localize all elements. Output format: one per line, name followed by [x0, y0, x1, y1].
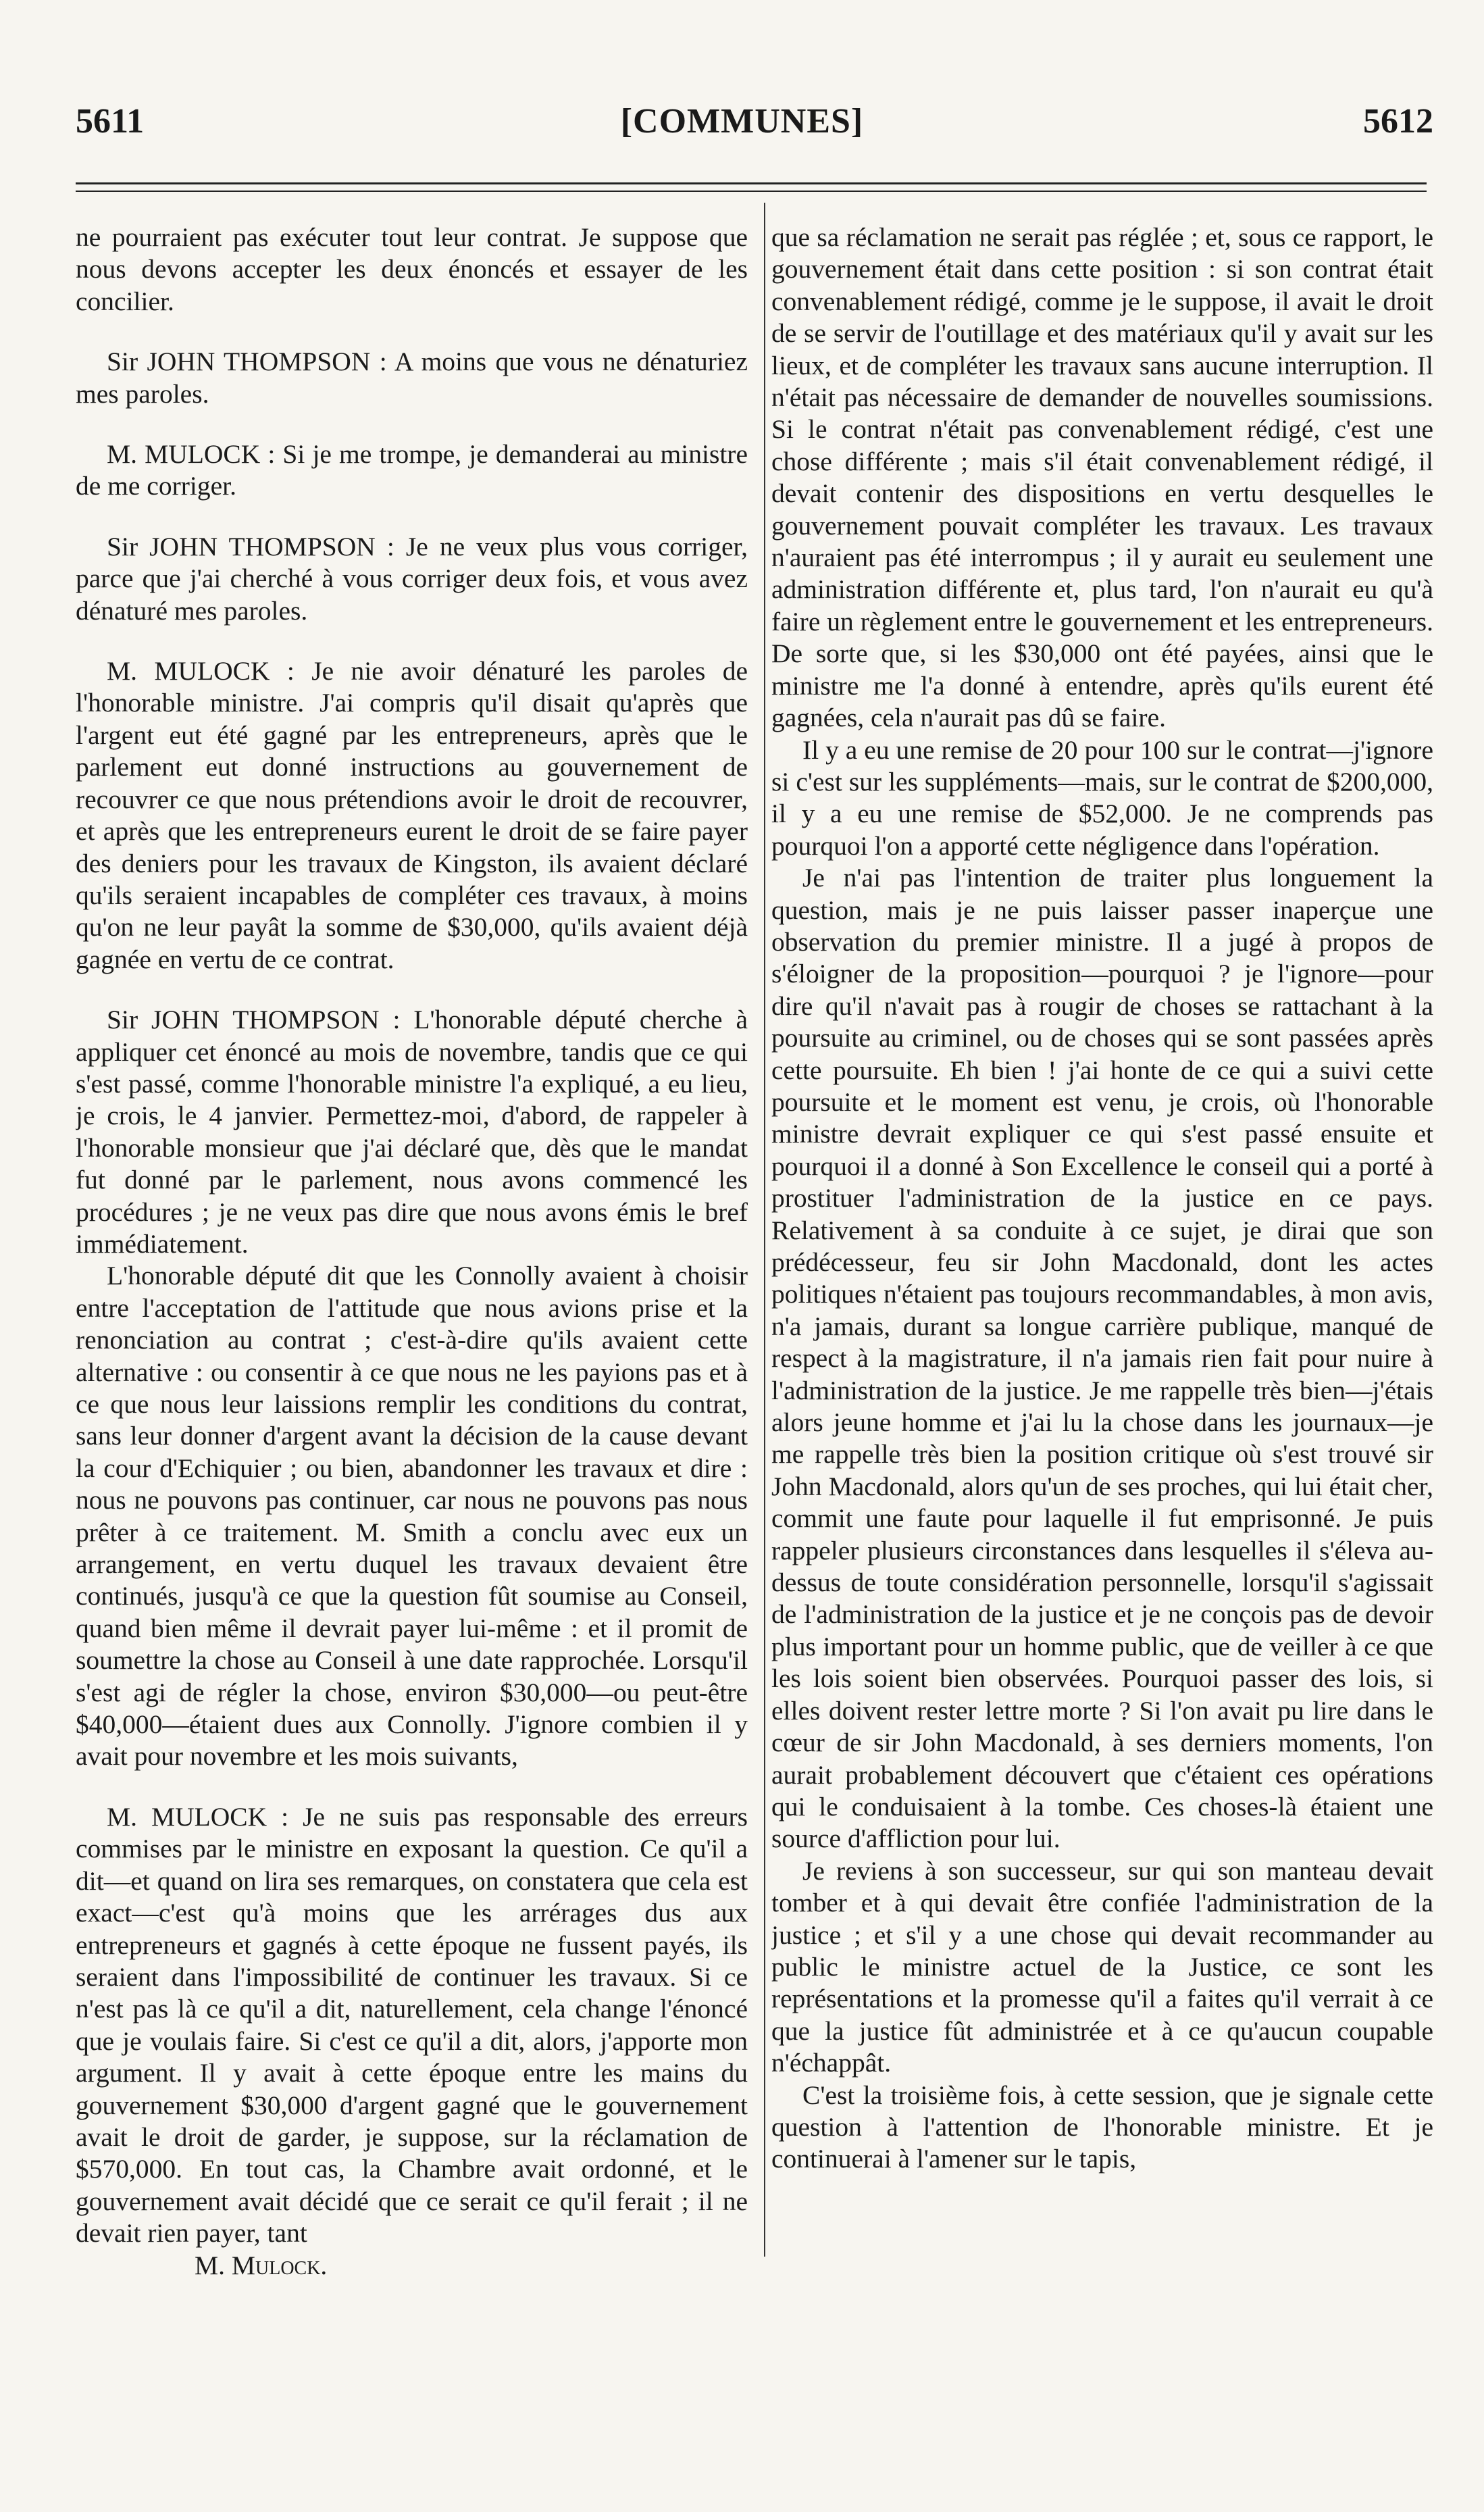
paragraph-text: Je n'ai pas l'intention de traiter plus longuement la question, mais je ne puis laisser passer inaperçue une observation du premier ministre. Il a jugé à propos de s'éloigner de la proposition—pourquoi ? je l'ignore—pour dire qu'il n'avait pas à rougir de choses se rattachant à la poursuite au criminel, ou de choses qui se sont passées après cette poursuite. Eh bien ! j'ai honte de ce qui a suivi cette poursuite et le moment est venu, je crois, où l'honorable ministre devrait expliquer ce qui s'est passé ensuite et pourquoi il a donné à Son Excellence le conseil qui a porté à prostituer l'administration de la justice en ce pays. Relativement à sa conduite à ce sujet, je dirai que son prédécesseur, feu sir John Macdonald, dont les actes politiques n'étaient pas toujours recommandables, à mon avis, n'a jamais, durant sa longue carrière publique, manqué de respect à la magistrature, il n'a jamais rien fait pour nuire à l'administration de la justice. Je me rappelle très bien—j'étais alors jeune homme et j'ai lu la chose dans les journaux—je me rappelle très bien la position critique où s'est trouvé sir John Macdonald, alors qu'un de ses proches, qui lui était cher, commit une faute pour laquelle il fut emprisonné. Je puis rappeler plusieurs circonstances dans lesquelles il s'éleva au-dessus de toute considération personnelle, lorsqu'il s'agissait de l'administration de la justice et je ne conçois pas de devoir plus important pour un homme public, que de veiller à ce que les lois soient bien observées. Pourquoi passer des lois, si elles doivent rester lettre morte ? Si l'on avait pu lire dans le cœur de sir John Macdonald, à ses derniers moments, l'on aurait probablement découvert que c'étaient ces opérations qui le conduisaient à la tombe. Ces choses-là étaient une source d'affliction pour lui.	[771, 863, 1433, 1854]
signature: M. Mulock.	[195, 2250, 328, 2280]
paragraph-text: que sa réclamation ne serait pas réglée ; et, sous ce rapport, le gouvernement était dans cette position : si son contrat était convenablement rédigé, comme je le suppose, il avait le droit de se servir de l'outillage et des matériaux qu'il y avait sur les lieux, et de compléter les travaux sans aucune interruption. Il n'était pas nécessaire de demander de nouvelles soumissions. Si le contrat n'était pas convenablement rédigé, c'est une chose différente ; mais s'il était convenablement rédigé, il devait contenir des dispositions en vertu desquelles le gouvernement pouvait compléter les travaux. Les travaux n'auraient pas été interrompus ; il y aurait eu seulement une administration différente et, plus tard, l'on n'aurait eu qu'à faire un règlement entre le gouvernement et les entrepreneurs. De sorte que, si les $30,000 ont été payées, ainsi que le ministre me l'a donné à entendre, après qu'ils eurent été gagnées, cela n'aurait pas dû se faire.	[771, 222, 1433, 733]
header-rule	[76, 182, 1427, 184]
paragraph-text: Je ne suis pas responsable des erreurs commises par le ministre en exposant la question. Ce qu'il a dit—et quand on lira ses remarques, on constatera que cela est exact—c'est qu'à moins que les arrérages dus aux entrepreneurs et gagnés à cette époque ne fussent payés, ils seraient dans l'impossibilité de continuer les travaux. Si ce n'est pas là ce qu'il a dit, naturellement, cela change l'énoncé que je voulais faire. Si c'est ce qu'il a dit, alors, j'apporte mon argument. Il y avait à cette époque entre les mains du gouvernement $30,000 d'argent gagné que le gouvernement avait le droit de garder, je suppose, sur la réclamation de $570,000. En tout cas, la Chambre avait ordonné, et le gouvernement avait décidé que ce serait ce qu'il ferait ; il ne devait rien payer, tant	[76, 1801, 748, 2249]
paragraph	[76, 346, 748, 410]
paragraph-text: ne pourraient pas exécuter tout leur contrat. Je suppose que nous devons accepter les deux énoncés et essayer de les concilier.	[76, 222, 748, 316]
page-number-right: 5612	[1363, 102, 1433, 141]
paragraph	[76, 655, 748, 976]
speaker-name: M. MULOCK :	[107, 1801, 289, 1832]
paragraph	[76, 438, 748, 503]
speaker-name: M. MULOCK :	[107, 439, 276, 470]
speaker-name: Sir JOHN THOMPSON :	[107, 347, 387, 377]
paragraph	[771, 2080, 1433, 2176]
paragraph	[771, 1855, 1433, 2080]
paragraph	[76, 1260, 748, 1773]
paragraph	[771, 862, 1433, 1855]
right-column	[771, 222, 1433, 2249]
paragraph-text: Je nie avoir dénaturé les paroles de l'honorable ministre. J'ai compris qu'il disait qu'après que l'argent eut été gagné par les entrepreneurs, après que le parlement eut donné instructions au gouvernement de recouvrer ce que nous prétendions avoir le droit de recouvrer, et après que les entrepreneurs eurent le droit de se faire payer des deniers pour les travaux de Kingston, ils avaient déclaré qu'ils seraient incapables de compléter ces travaux, à moins qu'on ne leur payât la somme de $30,000, qu'ils avaient déjà gagnée en vertu de ce contrat.	[76, 656, 748, 974]
paragraph	[76, 1004, 748, 1260]
speaker-name: Sir JOHN THOMPSON :	[107, 531, 394, 561]
paragraph-text: Il y a eu une remise de 20 pour 100 sur le contrat—j'ignore si c'est sur les suppléments—mais, sur le contrat de $200,000, il y a eu une remise de $52,000. Je ne comprends pas pourquoi l'on a apporté cette négligence dans l'opération.	[771, 734, 1433, 861]
page-header	[0, 101, 1484, 142]
paragraph-text: L'honorable député cherche à appliquer cet énoncé au mois de novembre, tandis que ce qui s'est passé, comme l'honorable ministre l'a expliqué, a eu lieu, je crois, le 4 janvier. Permettez-moi, d'abord, de rappeler à l'honorable monsieur que j'ai déclaré que, dès que le mandat fut donné par le parlement, nous avons commencé les procédures ; je ne veux pas dire que nous avons émis le bref immédiatement.	[76, 1005, 748, 1259]
paragraph-text: L'honorable député dit que les Connolly avaient à choisir entre l'acceptation de l'attitude que nous avions prise et la renonciation au contrat ; c'est-à-dire qu'ils avaient cette alternative : ou consentir à ce que nous ne les payions pas et à ce que nous leur laissions remplir les conditions du contrat, sans leur donner d'argent avant la décision de la cause devant la cour d'Echiquier ; ou bien, abandonner les travaux et dire : nous ne pouvons pas continuer, car nous ne pouvons pas nous prêter à ce traitement. M. Smith a conclu avec eux un arrangement, en vertu duquel les travaux devaient être continués, jusqu'à ce que la question fût soumise au Conseil, quand bien même il devrait payer lui-même : et il promit de soumettre la chose au Conseil à une date rapprochée. Lorsqu'il s'est agi de régler la chose, environ $30,000—ou peut-être $40,000—étaient dues aux Connolly. J'ignore combien il y avait pour novembre et les mois suivants,	[76, 1261, 748, 1772]
paragraph	[771, 734, 1433, 863]
left-column	[76, 222, 748, 2451]
running-title: [COMMUNES]	[620, 102, 864, 141]
paragraph	[76, 531, 748, 627]
speaker-name: Sir JOHN THOMPSON :	[107, 1005, 401, 1035]
paragraph-text: Je ne veux plus vous corriger, parce que j'ai cherché à vous corriger deux fois, et vous avez dénaturé mes paroles.	[76, 531, 748, 626]
paragraph	[76, 1801, 748, 2250]
paragraph	[771, 222, 1433, 734]
paragraph-text: Je reviens à son successeur, sur qui son manteau devait tomber et à qui devait être confiée l'administration de la justice ; et s'il y a une chose qui devait recommander au public le ministre actuel de la Justice, ce sont les représentations et la promesse qu'il a faites qu'il verrait à ce que la justice fût administrée et à ce qu'aucun coupable n'échappât.	[771, 1855, 1433, 2078]
header-rule-thin	[76, 191, 1427, 192]
paragraph-text: Si je me trompe, je demanderai au ministre de me corriger.	[76, 439, 748, 501]
paragraph-text: A moins que vous ne dénaturiez mes paroles.	[76, 347, 748, 409]
column-divider	[764, 203, 765, 2257]
page-number-left: 5611	[76, 102, 145, 141]
paragraph	[76, 222, 748, 318]
speaker-name: M. MULOCK :	[107, 656, 295, 686]
paragraph-text: C'est la troisième fois, à cette session, que je signale cette question à l'attention de l'honorable ministre. Et je continuerai à l'amener sur le tapis,	[771, 2080, 1433, 2174]
